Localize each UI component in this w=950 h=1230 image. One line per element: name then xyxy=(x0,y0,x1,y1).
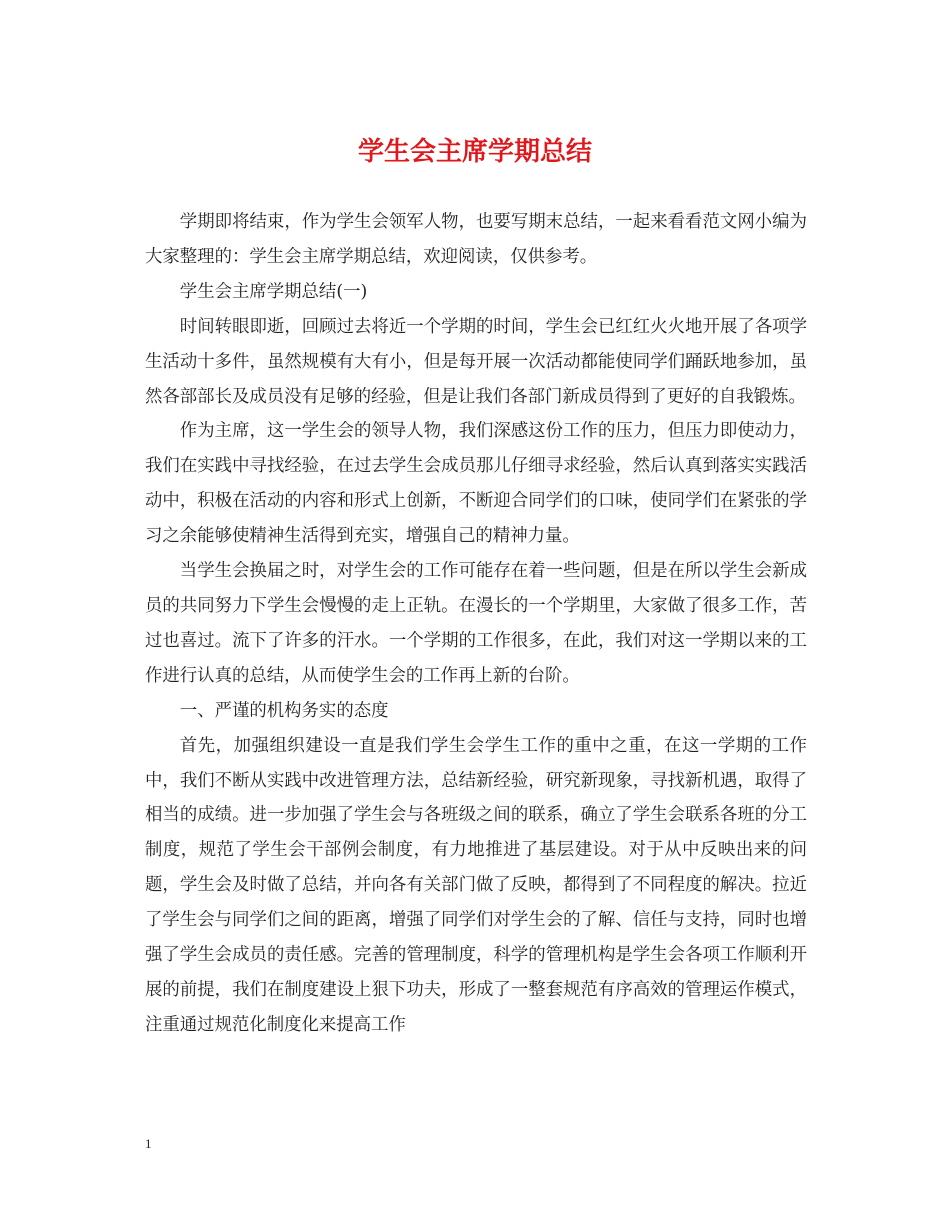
paragraph-organization: 首先，加强组织建设一直是我们学生会学生工作的重中之重，在这一学期的工作中，我们不断从实践中改进管理方法，总结新经验，研究新现象，寻找新机遇，取得了相当的成绩。进一步加强了学生会与各班级之间的联系，确立了学生会联系各班的分工制度，规范了学生会干部例会制度，有力地推进了基层建设。对于从中反映出来的问题，学生会及时做了总结，并向各有关部门做了反映，都得到了不同程度的解决。拉近了学生会与同学们之间的距离，增强了同学们对学生会的了解、信任与支持，同时也增强了学生会成员的责任感。完善的管理制度，科学的管理机构是学生会各项工作顺利开展的前提，我们在制度建设上狠下功夫，形成了一整套规范有序高效的管理运作模式，注重通过规范化制度化来提高工作 xyxy=(145,735,807,1035)
document-body xyxy=(145,205,807,1043)
page-number: 1 xyxy=(145,1136,152,1151)
paragraph-review: 时间转眼即逝，回顾过去将近一个学期的时间，学生会已红红火火地开展了各项学生活动十多件，虽然规模有大有小，但是每开展一次活动都能使同学们踊跃地参加，虽然各部部长及成员没有足够的经验，但是让我们各部门新成员得到了更好的自我锻炼。 xyxy=(145,316,807,407)
section-heading-organization: 一、严谨的机构务实的态度 xyxy=(179,700,389,721)
section-heading-part-one: 学生会主席学期总结(一) xyxy=(179,281,368,302)
document-title: 学生会主席学期总结 xyxy=(357,137,592,167)
paragraph-intro: 学期即将结束，作为学生会领军人物，也要写期末总结，一起来看看范文网小编为大家整理的：学生会主席学期总结，欢迎阅读，仅供参考。 xyxy=(145,212,807,267)
paragraph-chairman-role: 作为主席，这一学生会的领导人物，我们深感这份工作的压力，但压力即使动力，我们在实践中寻找经验，在过去学生会成员那儿仔细寻求经验，然后认真到落实实践活动中，积极在活动的内容和形式上创新，不断迎合同学们的口味，使同学们在紧张的学习之余能够使精神生活得到充实，增强自己的精神力量。 xyxy=(145,421,807,547)
paragraph-transition: 当学生会换届之时，对学生会的工作可能存在着一些问题，但是在所以学生会新成员的共同努力下学生会慢慢的走上正轨。在漫长的一个学期里，大家做了很多工作，苦过也喜过。流下了许多的汗水。一个学期的工作很多，在此，我们对这一学期以来的工作进行认真的总结，从而使学生会的工作再上新的台阶。 xyxy=(145,561,807,686)
